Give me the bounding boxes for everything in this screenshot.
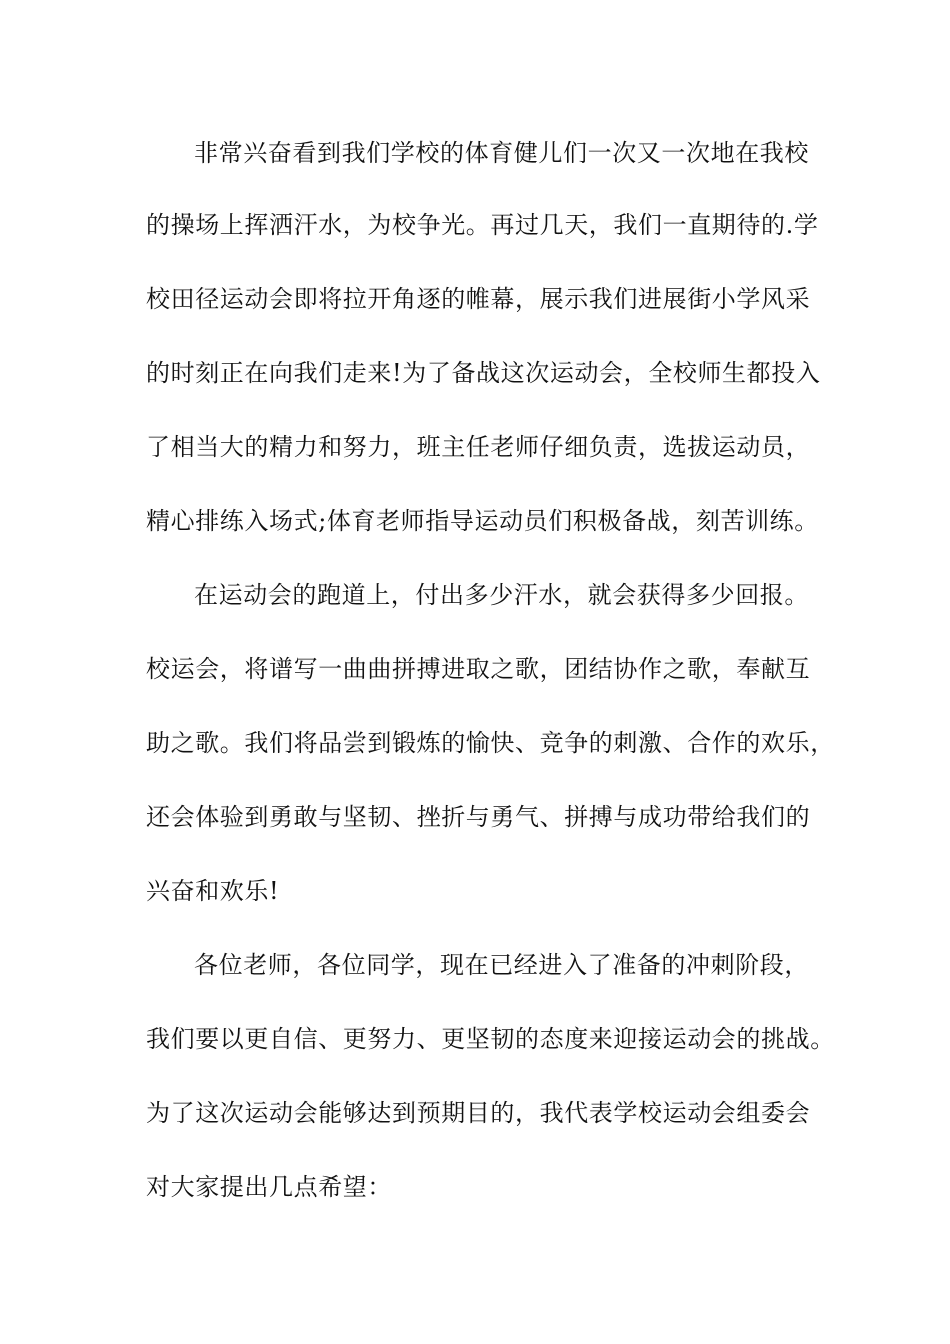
paragraph-1-line-2: 的操场上挥洒汗水，为校争光。再过几天，我们一直期待的.学 (146, 211, 819, 239)
paragraph-1-line-1: 非常兴奋看到我们学校的体育健儿们一次又一次地在我校 (194, 139, 809, 167)
paragraph-1-line-5: 了相当大的精力和努力，班主任老师仔细负责，选拔运动员， (146, 433, 811, 461)
paragraph-1-line-6: 精心排练入场式;体育老师指导运动员们积极备战，刻苦训练。 (146, 507, 819, 535)
paragraph-2-line-4: 还会体验到勇敢与坚韧、挫折与勇气、拼搏与成功带给我们的 (146, 803, 811, 831)
paragraph-1-line-4: 的时刻正在向我们走来!为了备战这次运动会，全校师生都投入 (146, 359, 821, 387)
paragraph-3-line-4: 对大家提出几点希望： (146, 1173, 392, 1201)
paragraph-2-line-2: 校运会，将谱写一曲曲拼搏进取之歌，团结协作之歌，奉献互 (146, 655, 811, 683)
paragraph-3-line-2: 我们要以更自信、更努力、更坚韧的态度来迎接运动会的挑战。 (146, 1025, 835, 1053)
paragraph-3-line-3: 为了这次运动会能够达到预期目的，我代表学校运动会组委会 (146, 1099, 811, 1127)
paragraph-2-line-1: 在运动会的跑道上，付出多少汗水，就会获得多少回报。 (194, 581, 809, 609)
paragraph-2-line-3: 助之歌。我们将品尝到锻炼的愉快、竞争的刺激、合作的欢乐， (146, 729, 835, 757)
paragraph-2-line-5: 兴奋和欢乐! (146, 877, 280, 905)
paragraph-1-line-3: 校田径运动会即将拉开角逐的帷幕，展示我们进展街小学风采 (146, 285, 811, 313)
paragraph-3-line-1: 各位老师，各位同学，现在已经进入了准备的冲刺阶段， (194, 951, 809, 979)
